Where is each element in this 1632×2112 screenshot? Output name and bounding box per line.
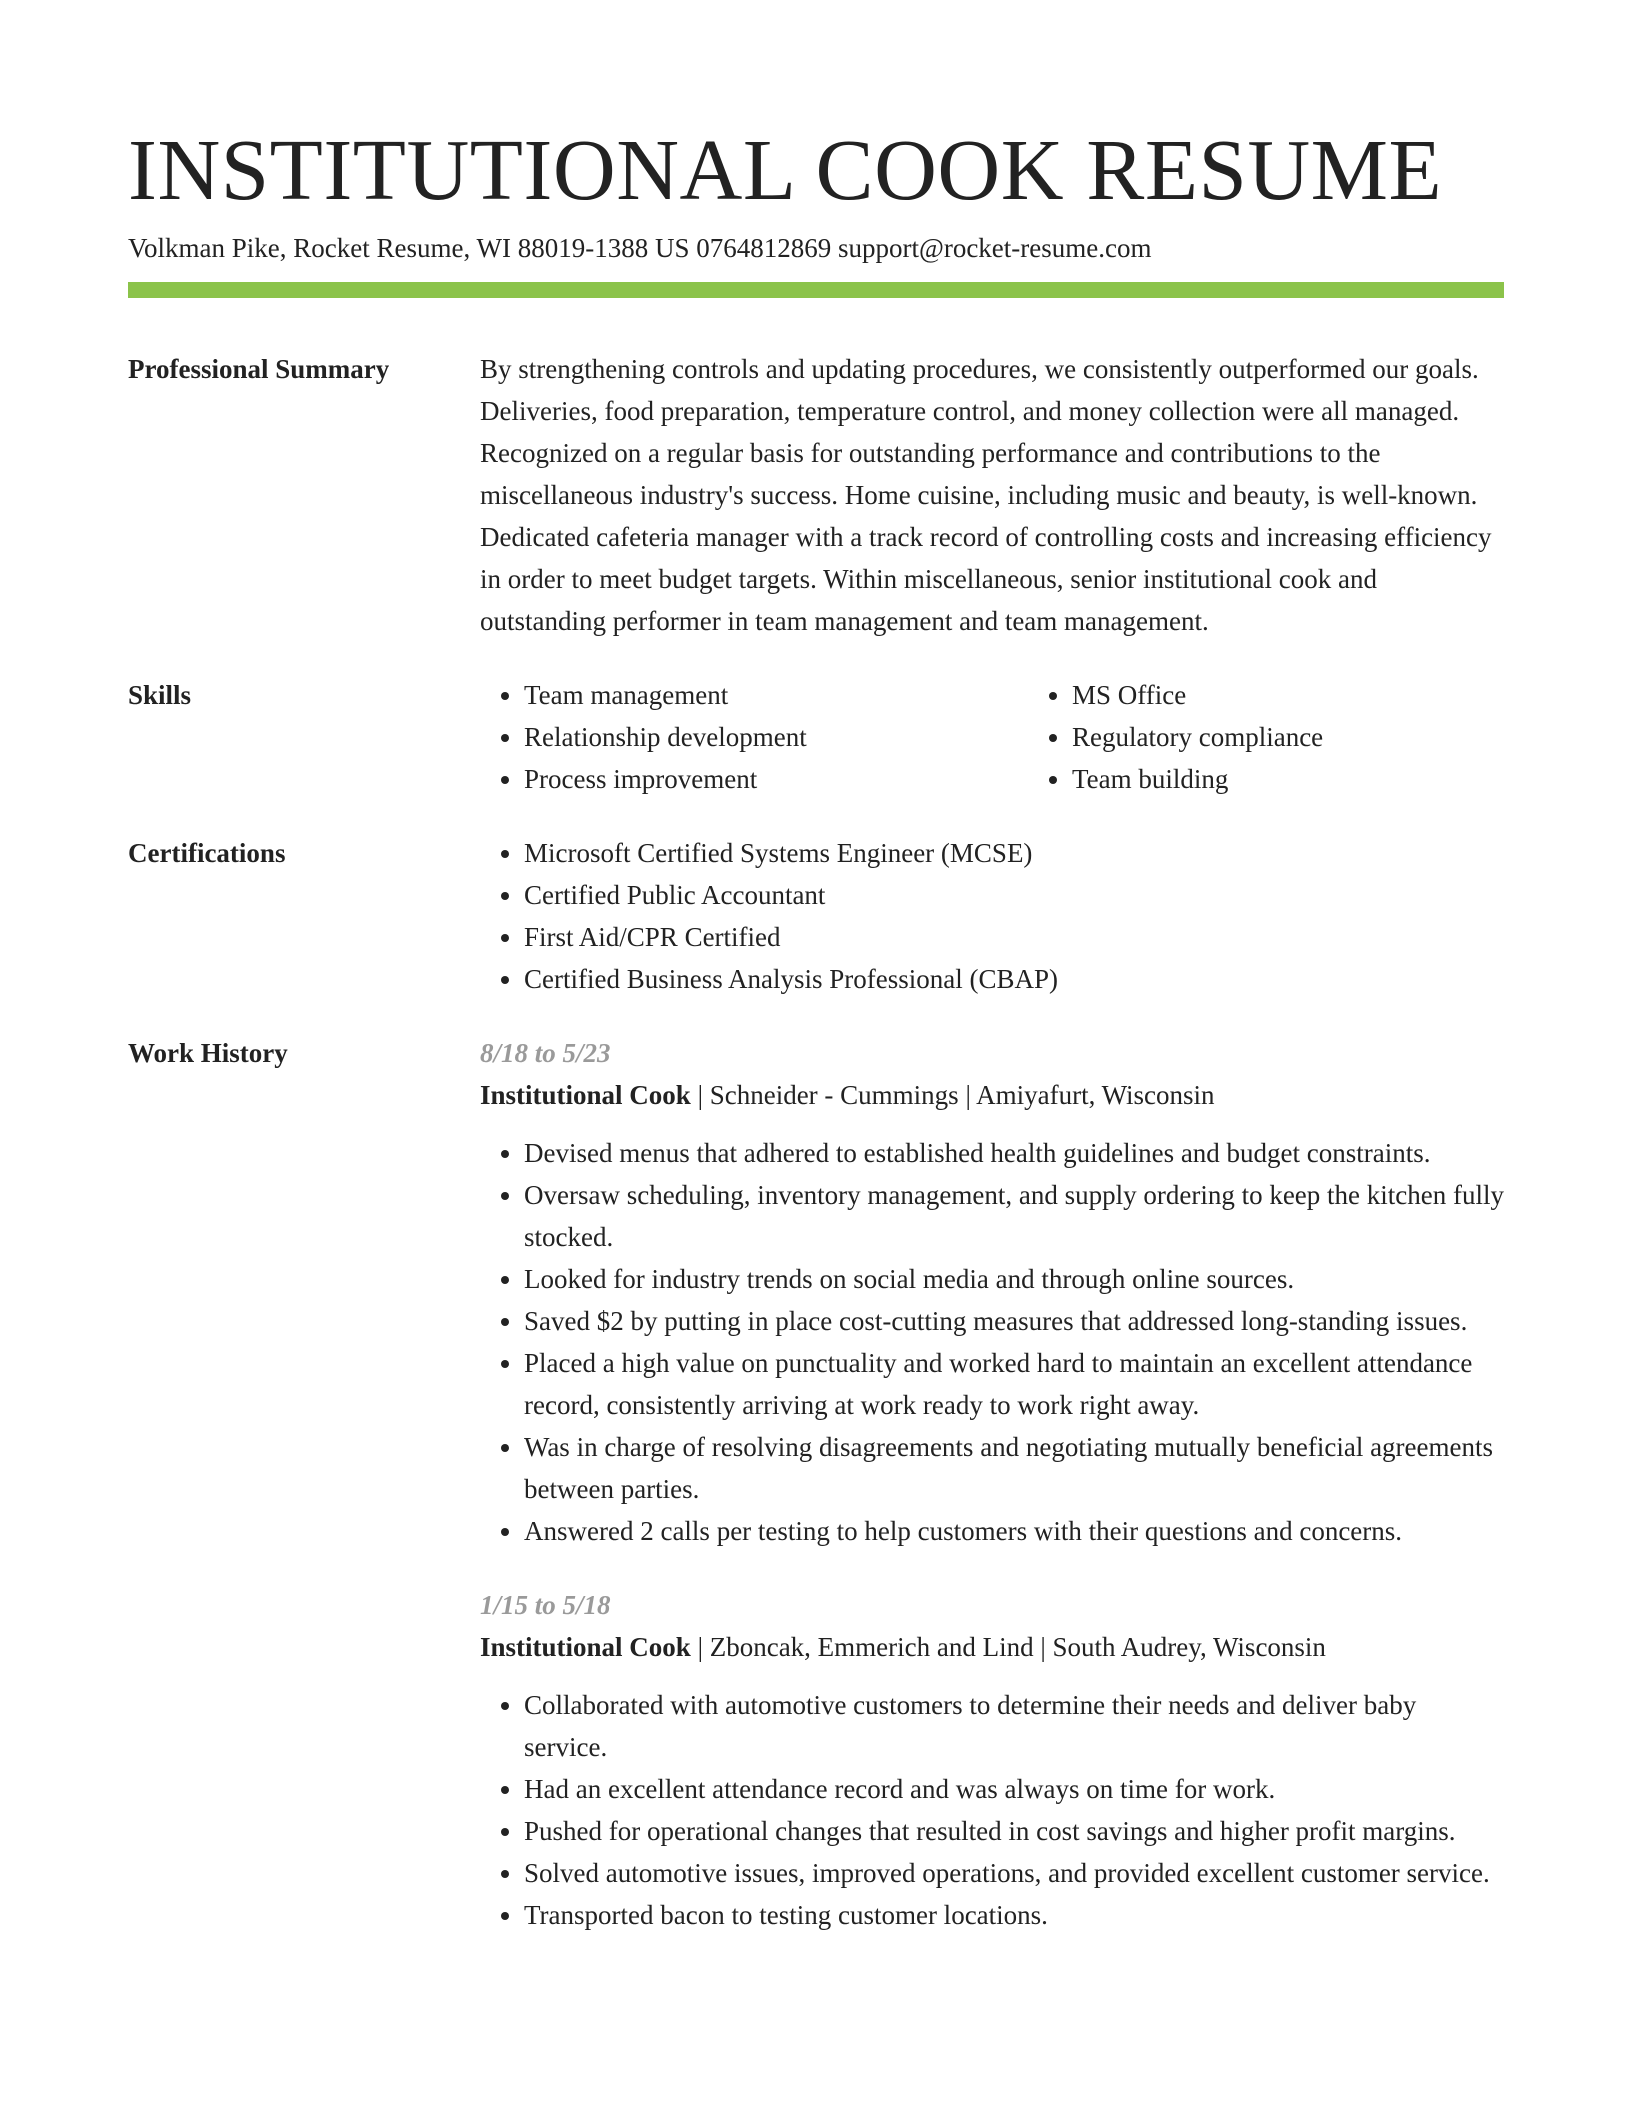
job-dates: 8/18 to 5/23 [480, 1038, 611, 1068]
certification-item: • Certified Public Accountant [524, 874, 1504, 916]
job-title: Institutional Cook [480, 1632, 691, 1662]
job-bullet: • Placed a high value on punctuality and worked hard to maintain an excellent attendance record, consistently arriving at work ready to work right away. [524, 1342, 1504, 1426]
contact-line: Volkman Pike, Rocket Resume, WI 88019-1388 US 0764812869 support@rocket-resume.com [128, 233, 1152, 263]
certifications-list [480, 832, 1504, 1000]
accent-divider [128, 282, 1504, 298]
skill-item: • Team management [524, 674, 1028, 716]
certifications-body [480, 832, 1504, 1000]
certification-item: • Microsoft Certified Systems Engineer (MCSE) [524, 832, 1504, 874]
job-bullet: • Answered 2 calls per testing to help customers with their questions and concerns. [524, 1510, 1504, 1552]
job-bullet: • Solved automotive issues, improved operations, and provided excellent customer service. [524, 1852, 1504, 1894]
job-bullet: • Devised menus that adhered to established health guidelines and budget constraints. [524, 1132, 1504, 1174]
summary-section [128, 348, 1504, 642]
resume-title: INSTITUTIONAL COOK RESUME [128, 121, 1443, 218]
job-bullet: • Had an excellent attendance record and was always on time for work. [524, 1768, 1504, 1810]
summary-text: By strengthening controls and updating procedures, we consistently outperformed our goals. Deliveries, food preparation, temperature control, and money collection were all managed. Recognized on a regular basis for outstanding performance and contributions to the miscellaneous industry's success. Home cuisine, including music and beauty, is well-known. Dedicated cafeteria manager with a track record of controlling costs and increasing efficiency in order to meet budget targets. Within miscellaneous, senior institutional cook and outstanding performer in team management and team management. [480, 354, 1492, 636]
job-bullet-list [480, 1684, 1504, 1936]
job-bullet: • Was in charge of resolving disagreements and negotiating mutually beneficial agreements between parties. [524, 1426, 1504, 1510]
work-history-heading: Work History [128, 1038, 288, 1068]
skills-grid [480, 674, 1576, 800]
skills-list-left [480, 674, 1028, 800]
skills-section [128, 674, 1504, 800]
certifications-heading: Certifications [128, 838, 286, 868]
skill-item: • Process improvement [524, 758, 1028, 800]
certifications-section [128, 832, 1504, 1000]
job-bullet: • Oversaw scheduling, inventory management, and supply ordering to keep the kitchen fully stocked. [524, 1174, 1504, 1258]
skill-item: • Team building [1072, 758, 1576, 800]
job-heading [480, 1074, 1504, 1116]
job-dates: 1/15 to 5/18 [480, 1590, 611, 1620]
skill-item: • Relationship development [524, 716, 1028, 758]
resume-page [128, 120, 1504, 1936]
job-bullet: • Transported bacon to testing customer locations. [524, 1894, 1504, 1936]
work-history-section [128, 1032, 1504, 1936]
job-bullet: • Pushed for operational changes that resulted in cost savings and higher profit margins. [524, 1810, 1504, 1852]
job-entry [480, 1032, 1504, 1552]
skill-item: • MS Office [1072, 674, 1576, 716]
job-heading [480, 1626, 1504, 1668]
job-bullet: • Collaborated with automotive customers to determine their needs and deliver baby service. [524, 1684, 1504, 1768]
job-bullet: • Saved $2 by putting in place cost-cutting measures that addressed long-standing issues. [524, 1300, 1504, 1342]
skill-item: • Regulatory compliance [1072, 716, 1576, 758]
certification-item: • First Aid/CPR Certified [524, 916, 1504, 958]
job-title: Institutional Cook [480, 1080, 691, 1110]
job-bullet-list [480, 1132, 1504, 1552]
job-bullet: • Looked for industry trends on social media and through online sources. [524, 1258, 1504, 1300]
job-details: | Schneider - Cummings | Amiyafurt, Wisconsin [690, 1080, 1215, 1110]
work-history-body [480, 1032, 1504, 1936]
skills-list-right [1028, 674, 1576, 800]
summary-heading: Professional Summary [128, 354, 390, 384]
skills-heading: Skills [128, 680, 192, 710]
job-entry [480, 1584, 1504, 1936]
certification-item: • Certified Business Analysis Professional (CBAP) [524, 958, 1504, 1000]
job-details: | Zboncak, Emmerich and Lind | South Audrey, Wisconsin [690, 1632, 1326, 1662]
